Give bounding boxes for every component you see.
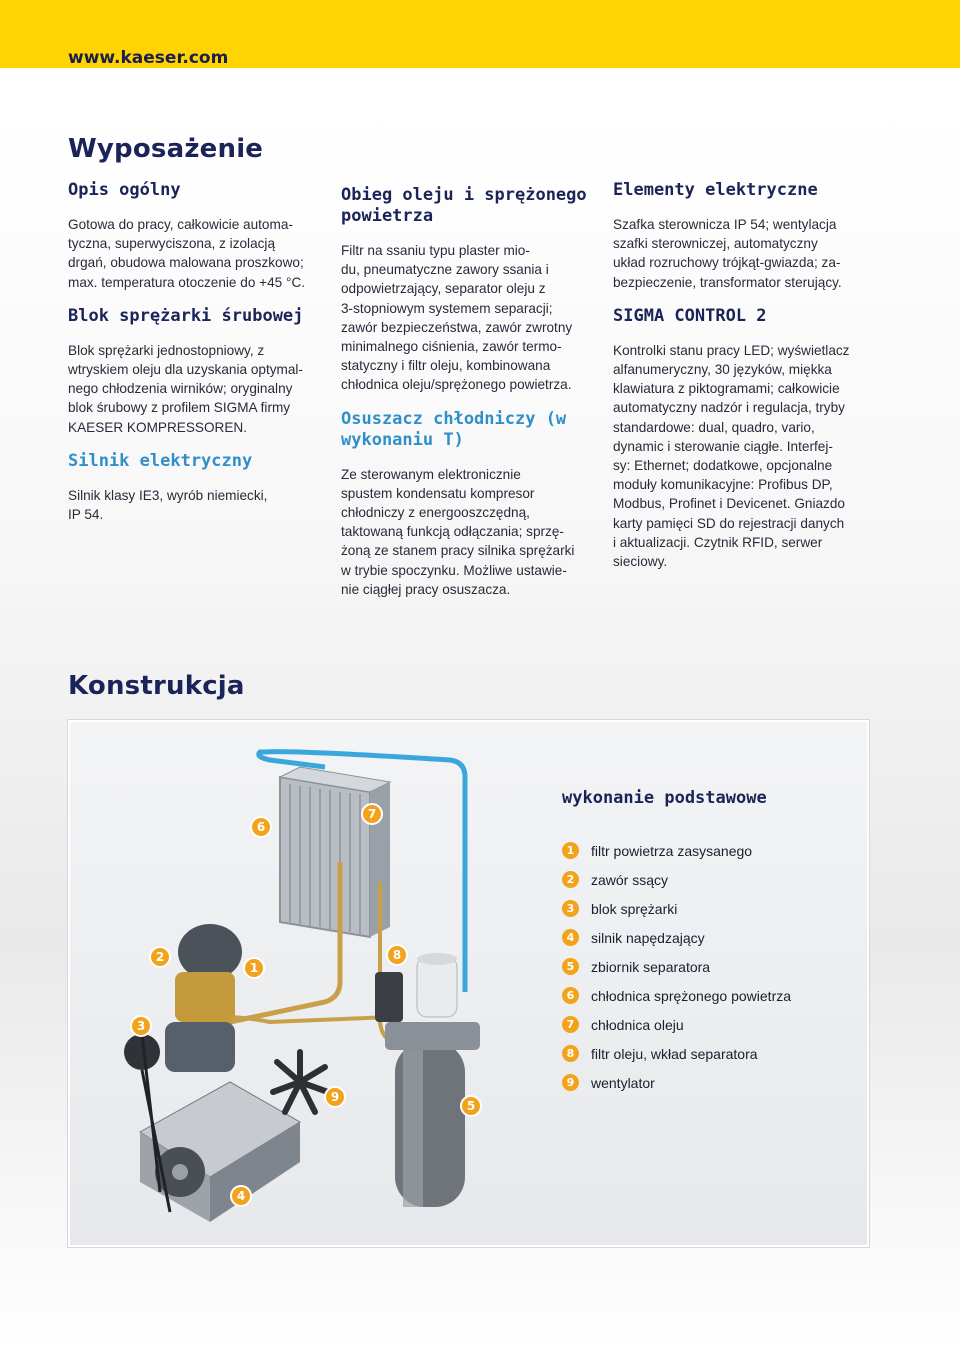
callout-7: 7	[361, 803, 383, 825]
legend-label: chłodnica sprężonego powietrza	[591, 987, 792, 1004]
legend-item	[562, 836, 852, 865]
legend-label: filtr oleju, wkład separatora	[591, 1045, 758, 1062]
legend-list	[562, 836, 852, 1097]
legend-badge: 4	[562, 929, 579, 946]
legend-item	[562, 1039, 852, 1068]
legend-badge: 9	[562, 1074, 579, 1091]
site-url-link[interactable]: www.kaeser.com	[68, 48, 229, 68]
heading-general: Opis ogólny	[68, 180, 181, 200]
legend-item	[562, 1068, 852, 1097]
callout-4: 4	[230, 1185, 252, 1207]
heading-dryer: Osuszacz chłodniczy (w wykonaniu T)	[341, 408, 567, 450]
column-general	[68, 180, 323, 538]
text-electrical: Szafka sterownicza IP 54; wentylacja szafki sterowniczej, automatyczny układ rozruchowy trójkąt-gwiazda; za- bezpieczenie, transformator sterujący.	[613, 217, 842, 290]
legend-badge: 2	[562, 871, 579, 888]
legend-item	[562, 1010, 852, 1039]
callout-8: 8	[386, 944, 408, 966]
callout-6: 6	[250, 816, 272, 838]
callout-2: 2	[149, 946, 171, 968]
text-sigma-control: Kontrolki stanu pracy LED; wyświetlacz alfanumeryczny, 30 języków, miękka klawiatura z piktogramami; całkowicie automatyczny nadzór i regulacja, tryby standardowe: dual, quadro, vario, dynamic i sterowanie ciągłe. Interfej- sy: Ethernet; dodatkowe, opcjonalne moduły komunikacyjne: Profibus DP, Modbus, Profinet i Devicenet. Gniazdo karty pamięci SD do rejestracji danych i aktualizacji. Czytnik RFID, serwer sieciowy.	[613, 342, 850, 570]
heading-sigma-control: SIGMA CONTROL 2	[613, 305, 767, 326]
legend-label: blok sprężarki	[591, 900, 678, 917]
text-oil-air-flow: Filtr na ssaniu typu plaster mio- du, pneumatyczne zawory ssania i odpowietrzający, separator oleju z 3-stopniowym systemem separacji; zawór bezpieczeństwa, zawór zwrotny minimalnego ciśnienia, zawór termo- statyczny i filtr oleju, kombinowana chłodnica oleju/sprężonego powietrza.	[341, 243, 573, 393]
fan-illustration	[273, 1052, 328, 1112]
heading-electrical: Elementy elektryczne	[613, 180, 818, 200]
column-electrical	[613, 180, 883, 585]
legend-item	[562, 865, 852, 894]
construction-title: Konstrukcja	[68, 671, 245, 701]
legend-item	[562, 923, 852, 952]
legend-badge: 7	[562, 1016, 579, 1033]
oil-filter-illustration	[417, 953, 457, 1017]
legend-badge: 1	[562, 842, 579, 859]
legend-label: zawór ssący	[591, 871, 669, 888]
legend-label: chłodnica oleju	[591, 1016, 684, 1033]
legend-badge: 5	[562, 958, 579, 975]
motor-illustration	[140, 1082, 300, 1222]
column-flow	[341, 185, 596, 613]
legend-badge: 6	[562, 987, 579, 1004]
callout-5: 5	[460, 1095, 482, 1117]
text-dryer: Ze sterowanym elektronicznie spustem kondensatu kompresor chłodniczy z energooszczędną, taktowaną funkcją odłączania; sprzę- żoną ze stanem pracy silnika sprężarki w trybie spoczynku. Możliwe ustawie- nie ciągłej pracy osuszacza.	[341, 466, 575, 597]
legend-label: silnik napędzający	[591, 929, 705, 946]
text-motor: Silnik klasy IE3, wyrób niemiecki, IP 54.	[68, 487, 268, 523]
legend-title: wykonanie podstawowe	[562, 788, 767, 808]
legend-label: filtr powietrza zasysanego	[591, 842, 753, 859]
callout-1: 1	[243, 957, 265, 979]
legend-badge: 8	[562, 1045, 579, 1062]
text-general: Gotowa do pracy, całkowicie automa- tyczna, superwyciszona, z izolacją drgań, obudowa malowana proszkowo; max. temperatura otoczenie do +45 °C.	[68, 217, 306, 290]
compressor-illustration	[70, 722, 550, 1241]
legend-label: zbiornik separatora	[591, 958, 711, 975]
text-screw-block: Blok sprężarki jednostopniowy, z wtryskiem oleju dla uzyskania optymal- nego chłodzenia wirników; oryginalny blok śrubowy z profilem SIGMA firmy KAESER KOMPRESSOREN.	[68, 342, 303, 435]
legend-item	[562, 952, 852, 981]
heading-oil-air-flow: Obieg oleju i sprężonego powietrza	[341, 185, 587, 226]
legend-item	[562, 981, 852, 1010]
equipment-title: Wyposażenie	[68, 134, 264, 164]
legend-item	[562, 894, 852, 923]
callout-9: 9	[324, 1086, 346, 1108]
airend-illustration	[124, 924, 242, 1072]
heading-motor: Silnik elektryczny	[68, 450, 253, 471]
cooler-illustration	[280, 767, 390, 937]
legend-label: wentylator	[591, 1074, 655, 1091]
callout-3: 3	[130, 1015, 152, 1037]
heading-screw-block: Blok sprężarki śrubowej	[68, 305, 304, 326]
legend-badge: 3	[562, 900, 579, 917]
